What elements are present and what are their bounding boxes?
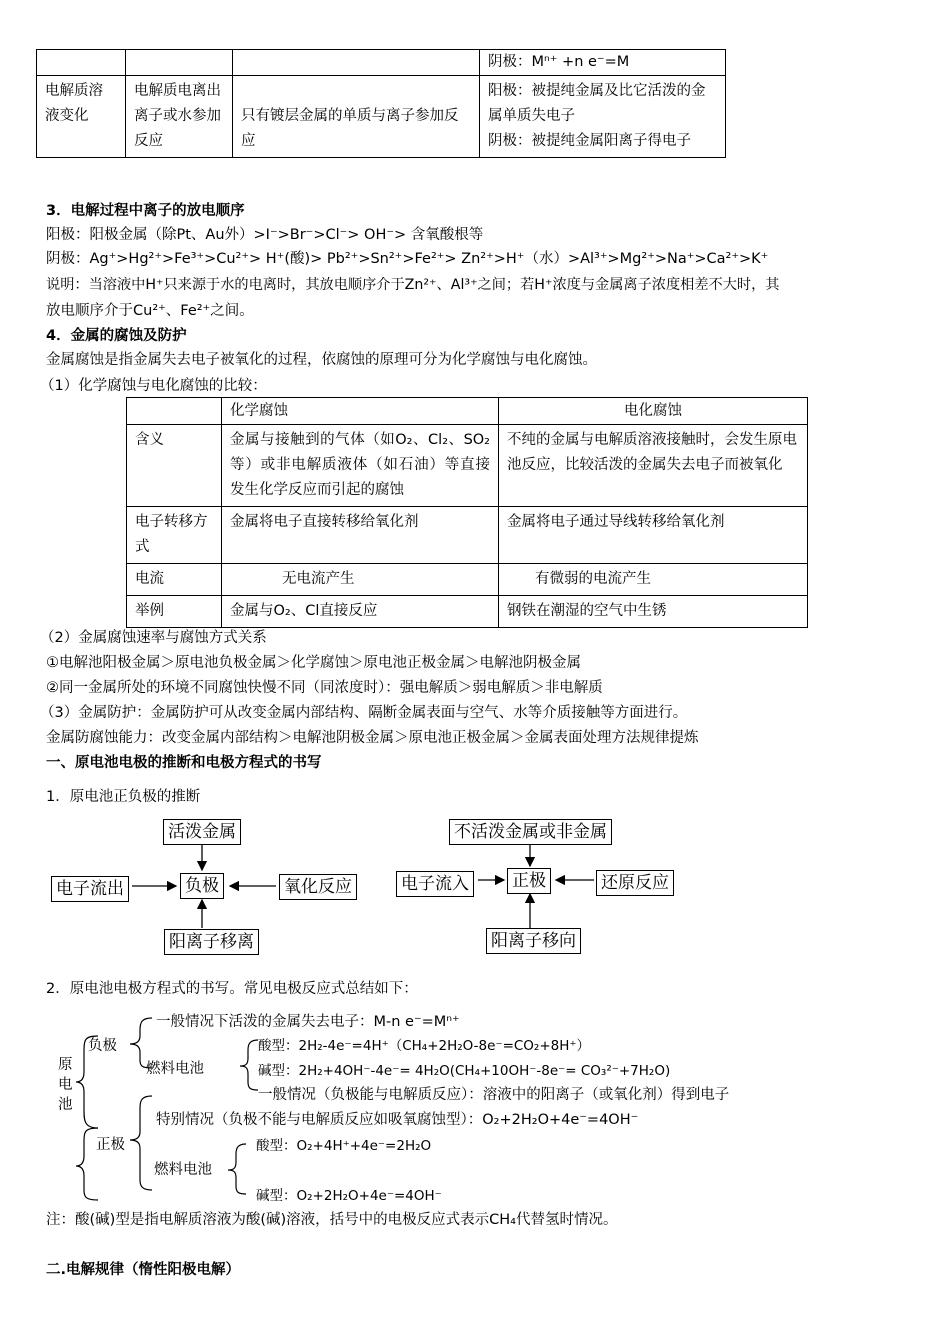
oxidation-box: 氧化反应 (279, 874, 357, 900)
subheading-3: （3）金属防护：金属防护可从改变金属内部结构、隔断金属表面与空气、水等介质接触等方面进行。 (40, 705, 688, 721)
subheading-2: （2）金属腐蚀速率与腐蚀方式关系 (40, 630, 267, 646)
electron-in-box: 电子流入 (396, 871, 474, 897)
rate-line1: ①电解池阳极金属＞原电池负极金属＞化学腐蚀＞原电池正极金属＞电解池阴极金属 (46, 655, 581, 671)
negative-electrode-box: 负极 (180, 873, 224, 899)
part-two-title: 二.电解规律（惰性阳极电解） (46, 1262, 241, 1278)
row-example-electro: 钢铁在潮湿的空气中生锈 (499, 596, 808, 628)
positive-electrode-box: 正极 (507, 868, 551, 894)
part-one-title: 一、原电池电极的推断和电极方程式的书写 (46, 755, 322, 771)
row-transfer-electro: 金属将电子通过导线转移给氧化剂 (499, 507, 808, 564)
neg-base: 碱型：2H₂+4OH⁻-4e⁻= 4H₂O(CH₄+10OH⁻-8e⁻= CO₃²⁻+7H₂O) (258, 1063, 671, 1079)
section4-title: 4．金属的腐蚀及防护 (46, 328, 187, 344)
pos-special: 特别情况（负极不能与电解质反应如吸氧腐蚀型）：O₂+2H₂O+4e⁻=4OH⁻ (156, 1112, 639, 1128)
note-line1: 说明：当溶液中H⁺只来源于水的电离时，其放电顺序介于Zn²⁺、Al³⁺之间；若H⁺浓度与金属离子浓度相差不大时，其 (46, 277, 780, 293)
cation-toward-box: 阳离子移向 (486, 928, 581, 954)
pos-fuel-label: 燃料电池 (154, 1162, 212, 1178)
part-one-s1: 1．原电池正负极的推断 (46, 789, 201, 805)
cell-anode-refining: 阳极：被提纯金属及比它活泼的金属单质失电子 (488, 83, 706, 124)
note-line2: 放电顺序介于Cu²⁺、Fe²⁺之间。 (46, 303, 254, 319)
row-current-chemical: 无电流产生 (222, 564, 499, 596)
tree-root-label: 原电池 (58, 1057, 73, 1113)
row-meaning-chemical: 金属与接触到的气体（如O₂、Cl₂、SO₂等）或非电解质液体（如石油）等直接发生化学反应而引起的腐蚀 (222, 425, 499, 507)
anode-order: 阳极：阳极金属（除Pt、Au外）>I⁻>Br⁻>Cl⁻> OH⁻> 含氧酸根等 (46, 227, 484, 243)
neg-acid: 酸型：2H₂-4e⁻=4H⁺（CH₄+2H₂O-8e⁻=CO₂+8H⁺） (258, 1038, 591, 1054)
header-chemical: 化学腐蚀 (222, 398, 499, 425)
cathode-order: 阴极：Ag⁺>Hg²⁺>Fe³⁺>Cu²⁺> H⁺(酸)> Pb²⁺>Sn²⁺>Fe²⁺> Zn²⁺>H⁺（水）>Al³⁺>Mg²⁺>Na⁺>Ca²⁺>K⁺ (46, 251, 769, 267)
tree-positive-label: 正极 (96, 1137, 125, 1153)
rate-line2: ②同一金属所处的环境不同腐蚀快慢不同（同浓度时）：强电解质＞弱电解质＞非电解质 (46, 680, 603, 696)
part-one-s2: 2．原电池电极方程式的书写。常见电极反应式总结如下： (46, 981, 418, 997)
pos-acid: 酸型：O₂+4H⁺+4e⁻=2H₂O (256, 1138, 432, 1154)
cell-plating-metal: 只有镀层金属的单质与离子参加反应 (233, 76, 480, 158)
right-top-box: 不活泼金属或非金属 (449, 819, 612, 845)
equation-brace-tree (0, 1000, 950, 1210)
subheading-1: （1）化学腐蚀与电化腐蚀的比较： (40, 378, 267, 394)
header-electrochemical: 电化腐蚀 (499, 398, 808, 425)
protection-line: 金属防腐蚀能力：改变金属内部结构＞电解池阴极金属＞原电池正极金属＞金属表面处理方法规律提炼 (46, 730, 699, 746)
tree-negative-label: 负极 (88, 1038, 117, 1054)
row-transfer-chemical: 金属将电子直接转移给氧化剂 (222, 507, 499, 564)
cation-away-box: 阳离子移离 (164, 929, 259, 955)
neg-general: 一般情况下活泼的金属失去电子：M-n e⁻=Mⁿ⁺ (156, 1014, 460, 1030)
row-current-label: 电流 (127, 564, 222, 596)
row-current-electro: 有微弱的电流产生 (499, 564, 808, 596)
cell-cathode-reaction: 阴极：Mⁿ⁺ +n e⁻=M (480, 50, 726, 76)
pos-base: 碱型：O₂+2H₂O+4e⁻=4OH⁻ (256, 1188, 442, 1204)
footnote: 注：酸(碱)型是指电解质溶液为酸(碱)溶液，括号中的电极反应式表示CH₄代替氢时情况。 (46, 1212, 618, 1228)
row-meaning-label: 含义 (127, 425, 222, 507)
left-top-box: 活泼金属 (163, 819, 241, 845)
electron-out-box: 电子流出 (51, 876, 129, 902)
corrosion-comparison-table (126, 397, 808, 628)
pos-general: 一般情况（负极能与电解质反应）：溶液中的阳离子（或氧化剂）得到电子 (258, 1087, 730, 1103)
row-meaning-electro: 不纯的金属与电解质溶液接触时，会发生原电池反应，比较活泼的金属失去电子而被氧化 (499, 425, 808, 507)
reduction-box: 还原反应 (596, 870, 674, 896)
cell-electrolyte-change: 电解质溶液变化 (37, 76, 126, 158)
neg-fuel-label: 燃料电池 (146, 1061, 204, 1077)
cell-electrolyte-ions: 电解质电离出离子或水参加反应 (126, 76, 233, 158)
row-example-label: 举例 (127, 596, 222, 628)
section3-title: 3．电解过程中离子的放电顺序 (46, 203, 245, 219)
corrosion-intro: 金属腐蚀是指金属失去电子被氧化的过程，依腐蚀的原理可分为化学腐蚀与电化腐蚀。 (46, 352, 597, 368)
cell-cathode-refining: 阴极：被提纯金属阳离子得电子 (488, 133, 691, 149)
row-transfer-label: 电子转移方式 (127, 507, 222, 564)
row-example-chemical: 金属与O₂、Cl直接反应 (222, 596, 499, 628)
electrolysis-table-fragment (36, 49, 726, 158)
